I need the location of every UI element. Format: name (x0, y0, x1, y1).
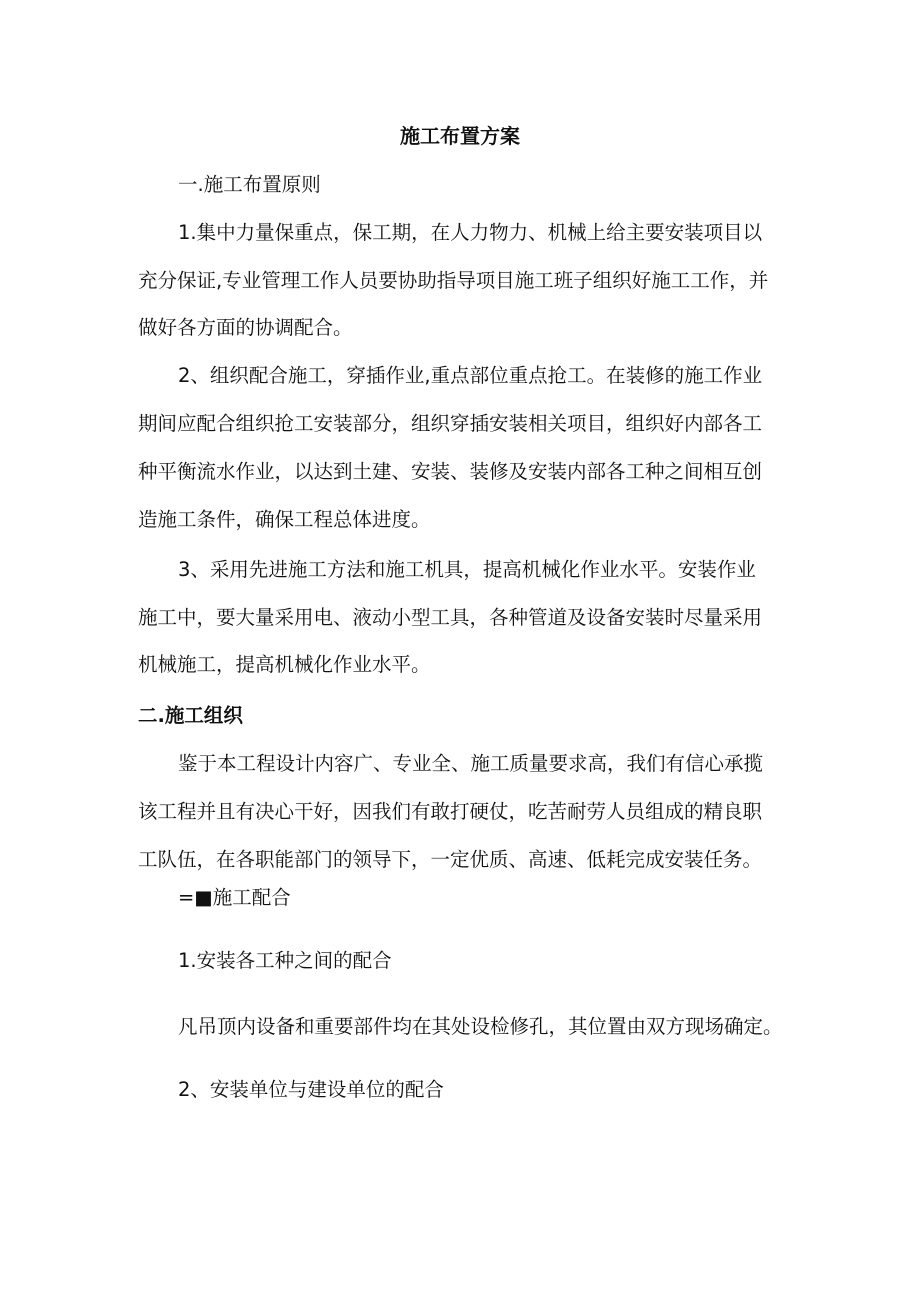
paragraph-line: 施工中，要大量采用电、液动小型工具，各种管道及设备安装时尽量采用 (138, 606, 763, 629)
section-heading-principles: 一.施工布置原则 (178, 173, 321, 196)
paragraph-line: 机械施工，提高机械化作业水平。 (138, 653, 431, 676)
paragraph-line: 鉴于本工程设计内容广、专业全、施工质量要求高，我们有信心承揽 (178, 752, 764, 775)
section-heading-organization: 二.施工组织 (138, 704, 243, 727)
document-title: 施工布置方案 (400, 124, 520, 148)
paragraph-line: 1.集中力量保重点，保工期，在人力物力、机械上给主要安装项目以 (178, 221, 763, 244)
paragraph-line: 2、组织配合施工，穿插作业,重点部位重点抢工。在装修的施工作业 (178, 364, 763, 387)
paragraph-line: 工队伍，在各职能部门的领导下，一定优质、高速、低耗完成安装任务。 (138, 848, 763, 871)
subheading-owner-coordination: 2、安装单位与建设单位的配合 (178, 1078, 444, 1101)
paragraph-line: 种平衡流水作业，以达到土建、安装、装修及安装内部各工种之间相互创 (138, 460, 763, 483)
paragraph-line: 做好各方面的协调配合。 (138, 316, 353, 339)
paragraph-line: 造施工条件，确保工程总体进度。 (138, 508, 431, 531)
section-heading-coordination: =■施工配合 (178, 886, 291, 909)
paragraph-line: 凡吊顶内设备和重要部件均在其处设检修孔，其位置由双方现场确定。 (178, 1015, 783, 1038)
subheading-trades-coordination: 1.安装各工种之间的配合 (178, 949, 392, 972)
paragraph-line: 期间应配合组织抢工安装部分，组织穿插安装相关项目，组织好内部各工 (138, 412, 763, 435)
paragraph-line: 充分保证,专业管理工作人员要协助指导项目施工班子组织好施工工作，并 (138, 269, 769, 292)
paragraph-line: 3、采用先进施工方法和施工机具，提高机械化作业水平。安装作业 (178, 558, 756, 581)
paragraph-line: 该工程并且有决心干好，因我们有敢打硬仗，吃苦耐劳人员组成的精良职 (138, 800, 763, 823)
